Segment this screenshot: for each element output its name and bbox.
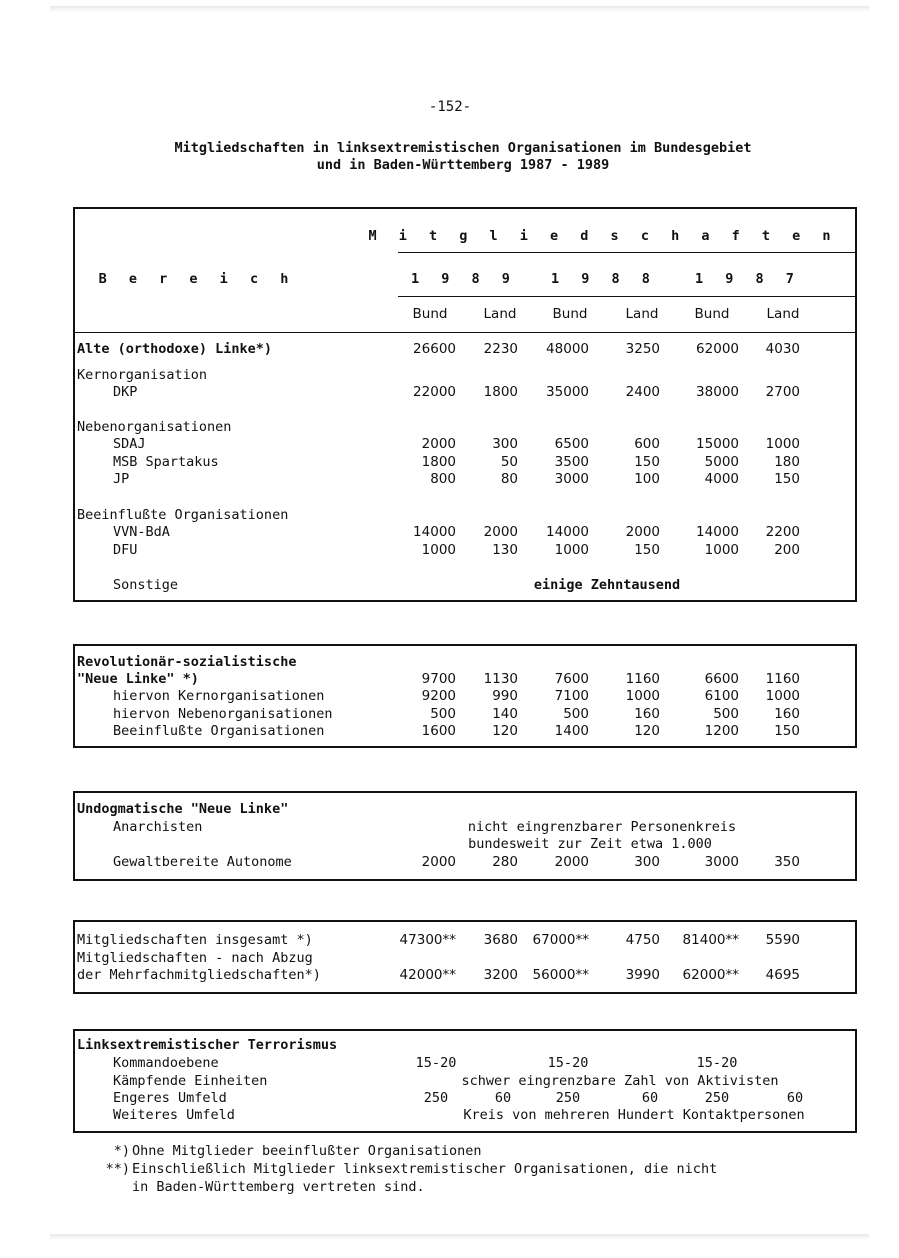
footnote-1-mark: *) (113, 1143, 130, 1159)
row-sdaj-values-bund-1989: 2000 (421, 436, 456, 452)
row-autonome-values-land-1987: 350 (774, 854, 800, 870)
row-rev-kern-values-bund-1989: 9200 (421, 688, 456, 704)
page-title-line2: und in Baden-Württemberg 1987 - 1989 (316, 157, 610, 173)
page-number: -152- (428, 99, 472, 115)
header-bund-1989: Bund (412, 306, 448, 322)
divider-header (74, 332, 856, 333)
header-land-1989: Land (483, 306, 517, 322)
row-dkp-values-bund-1987: 38000 (696, 384, 739, 400)
row-vvn-values-bund-1987: 14000 (696, 524, 739, 540)
footnote-2-text-line1: Einschließlich Mitglieder linksextremistischer Organisationen, die nicht (132, 1161, 718, 1177)
row-rev-neben-values-land-1987: 160 (774, 706, 800, 722)
row-rev-neben-values-land-1989: 140 (492, 706, 518, 722)
row-dfu-values-bund-1988: 1000 (554, 542, 589, 558)
row-dfu-values-bund-1989: 1000 (421, 542, 456, 558)
footnote-2-text-line2: in Baden-Württemberg vertreten sind. (132, 1179, 425, 1195)
row-jp-values-bund-1987: 4000 (704, 471, 739, 487)
row-rev-neben-values-bund-1987: 500 (713, 706, 739, 722)
header-year-1988: 1 9 8 8 (551, 271, 657, 287)
row-engeres-v2: 250 (555, 1090, 581, 1106)
row-alte-linke-values-bund-1987: 62000 (696, 341, 739, 357)
row-insgesamt-label: Mitgliedschaften insgesamt *) (77, 932, 313, 948)
row-msb-values-land-1988: 150 (634, 454, 660, 470)
row-jp-values-land-1989: 80 (500, 471, 518, 487)
row-abzug-values-land-1988: 3990 (625, 967, 660, 983)
row-abzug-values-bund-1988: 56000** (532, 967, 589, 983)
row-rev-neben-values-land-1988: 160 (634, 706, 660, 722)
row-jp-values-bund-1989: 800 (430, 471, 456, 487)
row-alte-linke-values-land-1988: 3250 (625, 341, 660, 357)
row-dfu-values-land-1988: 150 (634, 542, 660, 558)
row-abzug-label-line1: Mitgliedschaften - nach Abzug (77, 950, 313, 966)
row-abzug-values-bund-1987: 62000** (682, 967, 739, 983)
row-vvn-values-bund-1989: 14000 (413, 524, 456, 540)
row-nebenorganisationen-label: Nebenorganisationen (77, 419, 232, 435)
page-title-line1: Mitgliedschaften in linksextremistischen Organisationen im Bundesgebiet (174, 140, 752, 156)
row-msb-values-bund-1989: 1800 (421, 454, 456, 470)
row-dfu-values-land-1989: 130 (492, 542, 518, 558)
row-revolutionaer-values-bund-1988: 7600 (554, 671, 589, 687)
row-dfu-values-land-1987: 200 (774, 542, 800, 558)
row-revolutionaer-values-bund-1989: 9700 (421, 671, 456, 687)
row-sonstige-label: Sonstige (113, 577, 179, 593)
row-engeres-v5: 60 (786, 1090, 804, 1106)
row-dkp-values-bund-1989: 22000 (413, 384, 456, 400)
row-revolutionaer-values-land-1989: 1130 (483, 671, 518, 687)
row-kommando-1989: 15-20 (415, 1055, 457, 1071)
row-rev-beein-values-land-1988: 120 (634, 723, 660, 739)
row-insgesamt-values-land-1989: 3680 (483, 932, 518, 948)
row-insgesamt-values-bund-1989: 47300** (399, 932, 456, 948)
row-jp-values-land-1988: 100 (634, 471, 660, 487)
footnote-1-text: Ohne Mitglieder beeinflußter Organisationen (132, 1143, 482, 1159)
row-rev-kern-values-land-1988: 1000 (625, 688, 660, 704)
row-engeres-v4: 250 (704, 1090, 730, 1106)
row-dkp-values-bund-1988: 35000 (546, 384, 589, 400)
row-dkp-values-land-1987: 2700 (765, 384, 800, 400)
row-anarchisten-text2: bundesweit zur Zeit etwa 1.000 (468, 836, 712, 852)
row-rev-beein-label: Beeinflußte Organisationen (113, 723, 325, 739)
row-autonome-values-bund-1988: 2000 (554, 854, 589, 870)
row-sonstige-value: einige Zehntausend (533, 577, 681, 593)
row-autonome-values-land-1989: 280 (492, 854, 518, 870)
row-vvn-label: VVN-BdA (113, 524, 170, 540)
row-rev-beein-values-land-1989: 120 (492, 723, 518, 739)
row-weiteres-text: Kreis von mehreren Hundert Kontaktpersonen (463, 1107, 805, 1123)
header-year-1987: 1 9 8 7 (695, 271, 801, 287)
row-autonome-values-bund-1989: 2000 (421, 854, 456, 870)
row-rev-neben-values-bund-1989: 500 (430, 706, 456, 722)
row-autonome-values-land-1988: 300 (634, 854, 660, 870)
row-autonome-values-bund-1987: 3000 (704, 854, 739, 870)
row-vvn-values-land-1988: 2000 (625, 524, 660, 540)
row-anarchisten-text1: nicht eingrenzbarer Personenkreis (467, 819, 737, 835)
divider-mitgliedschaften (398, 252, 856, 253)
footnote-2-mark: **) (105, 1161, 130, 1177)
row-sdaj-values-land-1987: 1000 (765, 436, 800, 452)
row-rev-beein-values-bund-1988: 1400 (554, 723, 589, 739)
row-engeres-v1: 60 (494, 1090, 512, 1106)
row-sdaj-label: SDAJ (113, 436, 146, 452)
row-rev-kern-values-land-1989: 990 (492, 688, 518, 704)
row-kernorganisation-label: Kernorganisation (77, 367, 208, 383)
row-anarchisten-label: Anarchisten (113, 819, 203, 835)
undogmatische-title: Undogmatische "Neue Linke" (77, 801, 289, 817)
row-sdaj-values-bund-1987: 15000 (696, 436, 739, 452)
row-kommando-1988: 15-20 (547, 1055, 589, 1071)
row-abzug-values-land-1987: 4695 (765, 967, 800, 983)
row-sdaj-values-bund-1988: 6500 (554, 436, 589, 452)
row-revolutionaer-values-land-1988: 1160 (625, 671, 660, 687)
row-insgesamt-values-land-1987: 5590 (765, 932, 800, 948)
header-bund-1987: Bund (694, 306, 730, 322)
row-alte-linke-values-bund-1989: 26600 (413, 341, 456, 357)
header-mitgliedschaften: M i t g l i e d s c h a f t e n (368, 228, 838, 244)
main-table-box (73, 207, 857, 602)
row-vvn-values-land-1989: 2000 (483, 524, 518, 540)
row-revolutionaer-values-land-1987: 1160 (765, 671, 800, 687)
row-autonome-label: Gewaltbereite Autonome (113, 854, 292, 870)
row-rev-neben-label: hiervon Nebenorganisationen (113, 706, 333, 722)
header-land-1987: Land (766, 306, 800, 322)
row-rev-kern-values-land-1987: 1000 (765, 688, 800, 704)
row-weiteres-label: Weiteres Umfeld (113, 1107, 235, 1123)
row-engeres-label: Engeres Umfeld (113, 1090, 227, 1106)
row-msb-values-bund-1988: 3500 (554, 454, 589, 470)
row-rev-kern-values-bund-1988: 7100 (554, 688, 589, 704)
row-abzug-label-line2: der Mehrfachmitgliedschaften*) (77, 967, 321, 983)
row-rev-beein-values-land-1987: 150 (774, 723, 800, 739)
row-insgesamt-values-land-1988: 4750 (625, 932, 660, 948)
row-kaempfende-label: Kämpfende Einheiten (113, 1073, 268, 1089)
row-rev-kern-label: hiervon Kernorganisationen (113, 688, 325, 704)
row-rev-beein-values-bund-1989: 1600 (421, 723, 456, 739)
header-year-1989: 1 9 8 9 (411, 271, 517, 287)
row-msb-values-land-1987: 180 (774, 454, 800, 470)
revolutionaer-title-line2: "Neue Linke" *) (77, 671, 199, 687)
row-beeinflusste-label: Beeinflußte Organisationen (77, 507, 289, 523)
row-kaempfende-text: schwer eingrenzbare Zahl von Aktivisten (461, 1073, 779, 1089)
row-jp-values-bund-1988: 3000 (554, 471, 589, 487)
terrorismus-title: Linksextremistischer Terrorismus (77, 1037, 338, 1053)
row-jp-values-land-1987: 150 (774, 471, 800, 487)
row-alte-linke-values-land-1987: 4030 (765, 341, 800, 357)
row-msb-values-land-1989: 50 (500, 454, 518, 470)
row-alte-linke-values-bund-1988: 48000 (546, 341, 589, 357)
row-engeres-v0: 250 (423, 1090, 449, 1106)
row-sdaj-values-land-1989: 300 (492, 436, 518, 452)
row-vvn-values-bund-1988: 14000 (546, 524, 589, 540)
row-alte-linke-label: Alte (orthodoxe) Linke*) (77, 341, 273, 357)
row-engeres-v3: 60 (641, 1090, 659, 1106)
row-sdaj-values-land-1988: 600 (634, 436, 660, 452)
row-abzug-values-land-1989: 3200 (483, 967, 518, 983)
row-insgesamt-values-bund-1988: 67000** (532, 932, 589, 948)
row-rev-neben-values-bund-1988: 500 (563, 706, 589, 722)
divider-years (398, 296, 856, 297)
row-insgesamt-values-bund-1987: 81400** (682, 932, 739, 948)
row-abzug-values-bund-1989: 42000** (399, 967, 456, 983)
header-land-1988: Land (625, 306, 659, 322)
row-dfu-label: DFU (113, 542, 138, 558)
row-kommando-1987: 15-20 (696, 1055, 738, 1071)
row-rev-kern-values-bund-1987: 6100 (704, 688, 739, 704)
header-bereich: B e r e i c h (98, 271, 296, 287)
row-kommando-label: Kommandoebene (113, 1055, 219, 1071)
revolutionaer-title-line1: Revolutionär-sozialistische (77, 654, 297, 670)
row-msb-label: MSB Spartakus (113, 454, 219, 470)
header-bund-1988: Bund (552, 306, 588, 322)
scan-edge-bottom (50, 1234, 869, 1240)
row-vvn-values-land-1987: 2200 (765, 524, 800, 540)
scan-edge-top (50, 6, 869, 12)
row-alte-linke-values-land-1989: 2230 (483, 341, 518, 357)
row-dkp-label: DKP (113, 384, 138, 400)
row-revolutionaer-values-bund-1987: 6600 (704, 671, 739, 687)
row-msb-values-bund-1987: 5000 (704, 454, 739, 470)
row-dkp-values-land-1988: 2400 (625, 384, 660, 400)
row-dkp-values-land-1989: 1800 (483, 384, 518, 400)
row-rev-beein-values-bund-1987: 1200 (704, 723, 739, 739)
row-jp-label: JP (113, 471, 130, 487)
row-dfu-values-bund-1987: 1000 (704, 542, 739, 558)
